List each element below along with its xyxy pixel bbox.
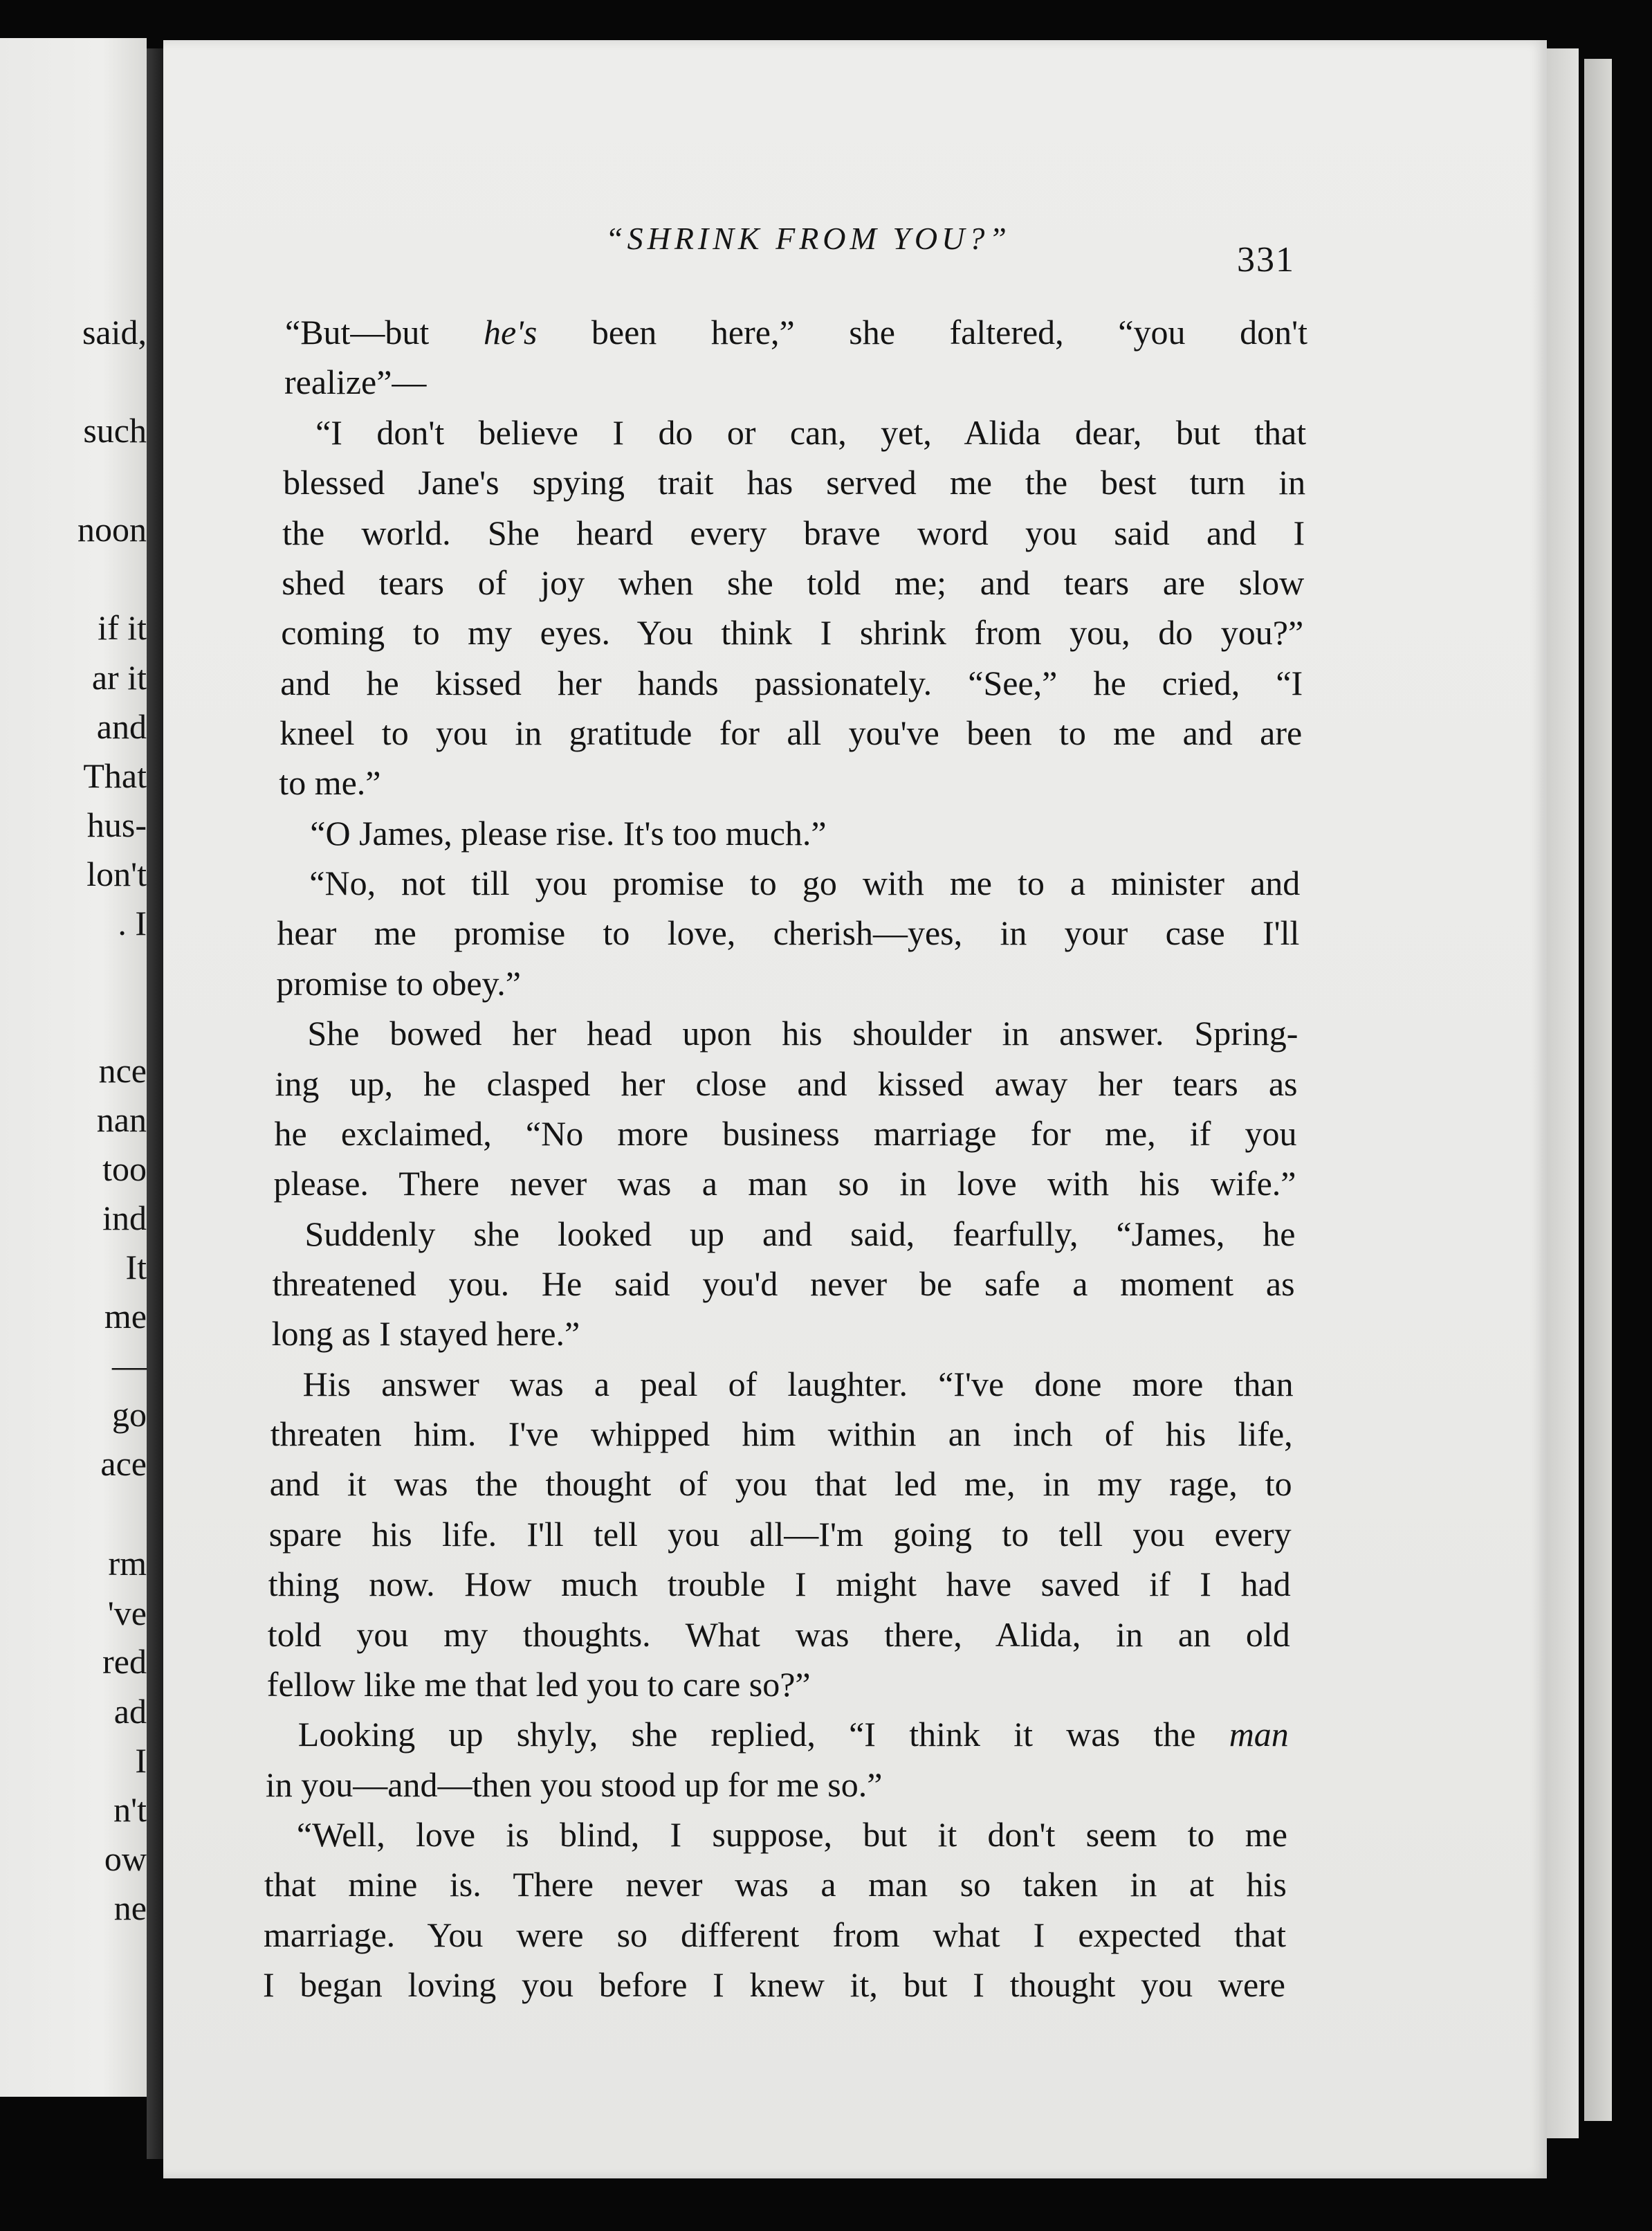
left-page-fragment: go — [112, 1395, 147, 1434]
left-page-fragment: I — [135, 1741, 147, 1780]
left-page-fragment: too — [102, 1149, 147, 1188]
body-line: His answer was a peal of laughter. “I've done more than — [302, 1364, 1294, 1403]
body-line: blessed Jane's spying trait has served me the best turn in — [283, 463, 1306, 502]
body-line: kneel to you in gratitude for all you've been to me and are — [279, 713, 1303, 752]
body-line: long as I stayed here.” — [271, 1314, 580, 1354]
body-line: please. There never was a man so in love with his wife.” — [273, 1164, 1296, 1203]
left-page-fragment: nan — [96, 1100, 147, 1139]
body-line: coming to my eyes. You think I shrink from you, do you?” — [281, 613, 1304, 653]
body-line: marriage. You were so different from what I expected that — [264, 1915, 1286, 1954]
running-head: “SHRINK FROM YOU?” — [605, 221, 1011, 256]
page-number: 331 — [1237, 240, 1295, 280]
left-page-fragment: . I — [118, 904, 147, 943]
left-page-fragment: ar it — [91, 658, 147, 697]
left-page-fragment: red — [102, 1642, 147, 1681]
left-page-fragment: nce — [98, 1051, 147, 1090]
body-line: in you—and—then you stood up for me so.” — [265, 1765, 883, 1804]
body-line: shed tears of joy when she told me; and tears are slow — [282, 563, 1305, 602]
body-line: I began loving you before I knew it, but I thought you were — [263, 1965, 1285, 2004]
body-line: told you my thoughts. What was there, Alida, in an old — [267, 1614, 1290, 1654]
body-line: “No, not till you promise to go with me to a minister and — [309, 864, 1301, 902]
body-line: fellow like me that led you to care so?” — [266, 1664, 811, 1704]
left-page-fragment: lon't — [86, 855, 147, 893]
body-line: to me.” — [279, 763, 381, 803]
left-page-fragment: ne — [113, 1888, 147, 1927]
body-line: Suddenly she looked up and said, fearfully, “James, he — [304, 1214, 1296, 1253]
left-page-fragment: ow — [104, 1839, 147, 1878]
left-page-fragment: ad — [113, 1692, 147, 1731]
left-page-fragment: It — [125, 1248, 147, 1286]
body-line: “I don't believe I do or can, yet, Alida dear, but that — [315, 412, 1307, 452]
left-page-fragment: 've — [107, 1594, 147, 1632]
body-line: threaten him. I've whipped him within an inch of his life, — [270, 1414, 1293, 1453]
left-page-fragment: me — [104, 1297, 147, 1336]
left-page-fragment: ind — [102, 1199, 147, 1237]
left-page-fragment: if it — [98, 608, 147, 647]
body-line: Looking up shyly, she replied, “I think it was the man — [297, 1715, 1289, 1754]
body-line: the world. She heard every brave word you said and I — [282, 513, 1305, 552]
body-line: spare his life. I'll tell you all—I'm going to tell you every — [268, 1514, 1292, 1554]
left-page-fragment: n't — [113, 1790, 147, 1829]
page-edge — [1584, 59, 1612, 2121]
body-line: “O James, please rise. It's too much.” — [310, 813, 827, 853]
left-page-fragment: hus- — [86, 805, 147, 844]
body-line: ing up, he clasped her close and kissed away her tears as — [275, 1064, 1298, 1103]
left-page-fragment: rm — [108, 1544, 147, 1583]
body-line: that mine is. There never was a man so taken in at his — [264, 1865, 1287, 1904]
body-line: thing now. How much trouble I might have saved if I had — [268, 1565, 1291, 1604]
body-line: She bowed her head upon his shoulder in answer. Spring- — [307, 1014, 1298, 1053]
page-edge — [1547, 48, 1579, 2138]
body-line: hear me promise to love, cherish—yes, in your case I'll — [277, 913, 1300, 953]
body-line: and it was the thought of you that led me, in my rage, to — [269, 1464, 1292, 1504]
left-page-fragment: That — [83, 756, 147, 795]
body-line: “Well, love is blind, I suppose, but it don't seem to me — [296, 1814, 1287, 1854]
body-line: threatened you. He said you'd never be safe a moment as — [272, 1264, 1295, 1303]
body-line: promise to obey.” — [276, 963, 522, 1003]
body-line: realize”— — [284, 363, 427, 402]
left-page-fragment: and — [96, 707, 147, 746]
body-line: and he kissed her hands passionately. “See,” he cried, “I — [280, 663, 1303, 702]
left-page-fragment: — — [112, 1346, 147, 1385]
body-line: he exclaimed, “No more business marriage for me, if you — [274, 1113, 1297, 1153]
body-line: “But—but he's been here,” she faltered, “you don't — [285, 313, 1307, 352]
book-page — [163, 40, 1547, 2178]
left-page-fragment: said, — [82, 313, 147, 352]
left-page-fragment: noon — [77, 510, 147, 549]
left-page-fragment: ace — [100, 1444, 147, 1483]
left-page-fragment: such — [83, 411, 147, 450]
